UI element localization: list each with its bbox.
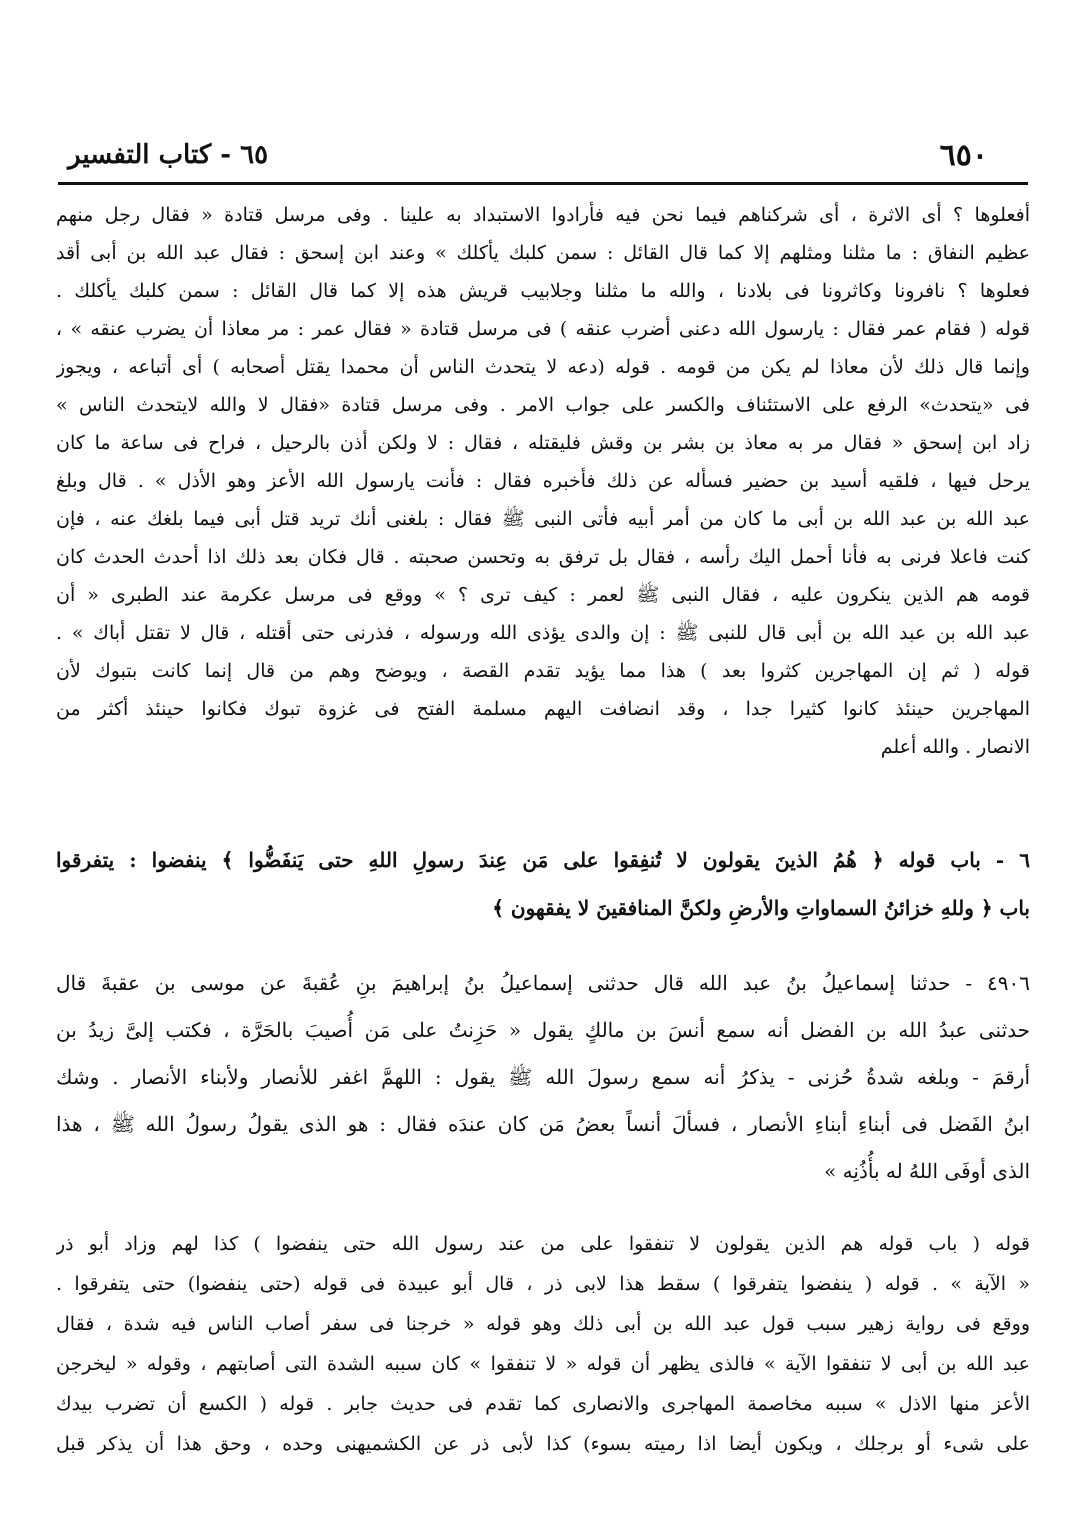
text-line: زاد ابن إسحق « فقال مر به معاذ بن بشر بن وقش فليقتله ، فقال : لا ولكن أذن بالرحيل ، فراح فى ساعة ما كان xyxy=(56,432,1030,454)
hadith-line: ابنُ الفَضل فى أبناءِ أبناءِ الأنصار ، فسألَ أنساً بعضُ مَن كان عندَه فقال : هو الذى يقولُ رسولُ الله ﷺ ، هذا xyxy=(56,1112,1030,1136)
text-line: قومه هم الذين ينكرون عليه ، فقال النبى ﷺ لعمر : كيف ترى ؟ » ووقع فى مرسل عكرمة عند الطبرى « أن xyxy=(56,584,1030,606)
book-title: ٦٥ - كتاب التفسير xyxy=(68,140,269,170)
text-line: المهاجرين حينئذ كانوا كثيرا جدا ، وقد انضافت اليهم مسلمة الفتح فى غزوة تبوك فكانوا حينئذ أكثر من xyxy=(56,698,1030,720)
text-line: قوله ( باب قوله هم الذين يقولون لا تنفقوا على من عند رسول الله حتى ينفضوا ) كذا لهم وزاد أبو ذر xyxy=(56,1233,1030,1255)
text-line: قوله ( ثم إن المهاجرين كثروا بعد ) هذا مما يؤيد تقدم القصة ، ويوضح وهم من قال إنما كانت بتبوك لأن xyxy=(56,660,1030,682)
text-line: فعلوها ؟ نافرونا وكاثرونا فى بلادنا ، والله ما مثلنا وجلابيب قريش هذه إلا كما قال القائل : سمن كلبك يأكلك . xyxy=(56,280,1030,302)
page-header xyxy=(58,138,1028,178)
text-line: على شىء أو برجلك ، ويكون أيضا اذا رميته بسوء) كذا لأبى ذر عن الكشميهنى وحده ، وحق هذا أن يذكر قبل xyxy=(56,1433,1030,1455)
header-rule xyxy=(58,182,1028,185)
text-line: وإنما قال ذلك لأن معاذا لم يكن من قومه . قوله (دعه لا يتحدث الناس أن محمدا يقتل أصحابه ) أى أتباعه ، ويجوز xyxy=(56,356,1030,378)
chapter-heading xyxy=(56,836,1030,932)
text-line: الانصار . والله أعلم xyxy=(880,736,1030,758)
hadith-line: أرقمَ - وبلغه شدةُ حُزنى - يذكرُ أنه سمع رسولَ الله ﷺ يقول : اللهمَّ اغفر للأنصار ولأبناء الأنصار . وشك xyxy=(56,1065,1030,1089)
text-line: كنت فاعلا فرنى به فأنا أحمل اليك رأسه ، فقال بل ترفق به وتحسن صحبته . قال فكان بعد ذلك اذا أحدث الحدث كان xyxy=(56,546,1030,568)
text-line: عظيم النفاق : ما مثلنا ومثلهم إلا كما قال القائل : سمن كلبك يأكلك » وعند ابن إسحق : فقال عبد الله بن أبى أقد xyxy=(56,242,1030,264)
text-line: عبد الله بن عبد الله بن أبى ما كان من أمر أبيه فأتى النبى ﷺ فقال : بلغنى أنك تريد قتل أبى فيما بلغك عنه ، فإن xyxy=(56,508,1030,530)
text-line: أفعلوها ؟ أى الاثرة ، أى شركناهم فيما نحن فيه فأرادوا الاستبداد به علينا . وفى مرسل قتادة « فقال رجل منهم xyxy=(56,204,1030,226)
text-line: عبد الله بن أبى لا تنفقوا الآية » فالذى يظهر أن قوله « لا تنفقوا » كان سببه الشدة التى أصابتهم ، وقوله « ليخرجن xyxy=(56,1353,1030,1375)
commentary-block-2 xyxy=(56,1224,1030,1464)
hadith-line: حدثنى عبدُ الله بن الفضل أنه سمع أنسَ بن مالكٍ يقول « حَزِنتُ على مَن أُصيبَ بالحَرَّة ، فكتب إلىَّ زيدُ بن xyxy=(56,1018,1030,1042)
text-line: فى «يتحدث» الرفع على الاستئناف والكسر على جواب الامر . وفى مرسل قتادة «فقال لا والله لايتحدث الناس » xyxy=(56,394,1030,416)
text-line: يرحل فيها ، فلقيه أسيد بن حضير فسأله عن ذلك فأخبره فقال : فأنت يارسول الله الأعز وهو الأذل » . قال وبلغ xyxy=(56,470,1030,492)
hadith-line: ٤٩٠٦ - حدثنا إسماعيلُ بنُ عبد الله قال حدثنى إسماعيلُ بنُ إبراهيمَ بنِ عُقبةَ عن موسى بن عقبةَ قال xyxy=(56,971,1030,995)
chapter-heading-line: ٦ - باب قوله ﴿ هُمُ الذينَ يقولون لا تُنفِقوا على مَن عِندَ رسولِ اللهِ حتى يَنفَضُّوا ﴾ ينفضوا : يتفرقوا xyxy=(56,848,1030,872)
page-number: ٦٥٠ xyxy=(939,138,988,173)
hadith-line: الذى أوفَى اللهُ له بأُذُنِه » xyxy=(824,1159,1030,1183)
text-line: قوله ( فقام عمر فقال : يارسول الله دعنى أضرب عنقه ) فى مرسل قتادة « فقال عمر : مر معاذا أن يضرب عنقه » ، xyxy=(56,318,1030,340)
text-line: عبد الله بن عبد الله بن أبى قال للنبى ﷺ : إن والدى يؤذى الله ورسوله ، فذرنى حتى أقتله ، قال لا تقتل أباك » . xyxy=(56,622,1030,644)
commentary-block-1 xyxy=(56,196,1030,766)
text-line: « الآية » . قوله ( ينفضوا يتفرقوا ) سقط هذا لابى ذر ، قال أبو عبيدة فى قوله (حتى ينفضوا) حتى يتفرقوا . xyxy=(56,1273,1030,1295)
text-line: الأعز منها الاذل » سببه مخاصمة المهاجرى والانصارى كما تقدم فى حديث جابر . قوله ( الكسع أن تضرب بيدك xyxy=(56,1393,1030,1415)
chapter-heading-line: باب ﴿ وللهِ خزائنُ السماواتِ والأرضِ ولكنَّ المنافقينَ لا يفقهون ﴾ xyxy=(492,896,1030,920)
text-line: ووقع فى رواية زهير سبب قول عبد الله بن أبى ذلك وهو قوله « خرجنا فى سفر أصاب الناس فيه شدة ، فقال xyxy=(56,1313,1030,1335)
hadith-block xyxy=(56,960,1030,1195)
